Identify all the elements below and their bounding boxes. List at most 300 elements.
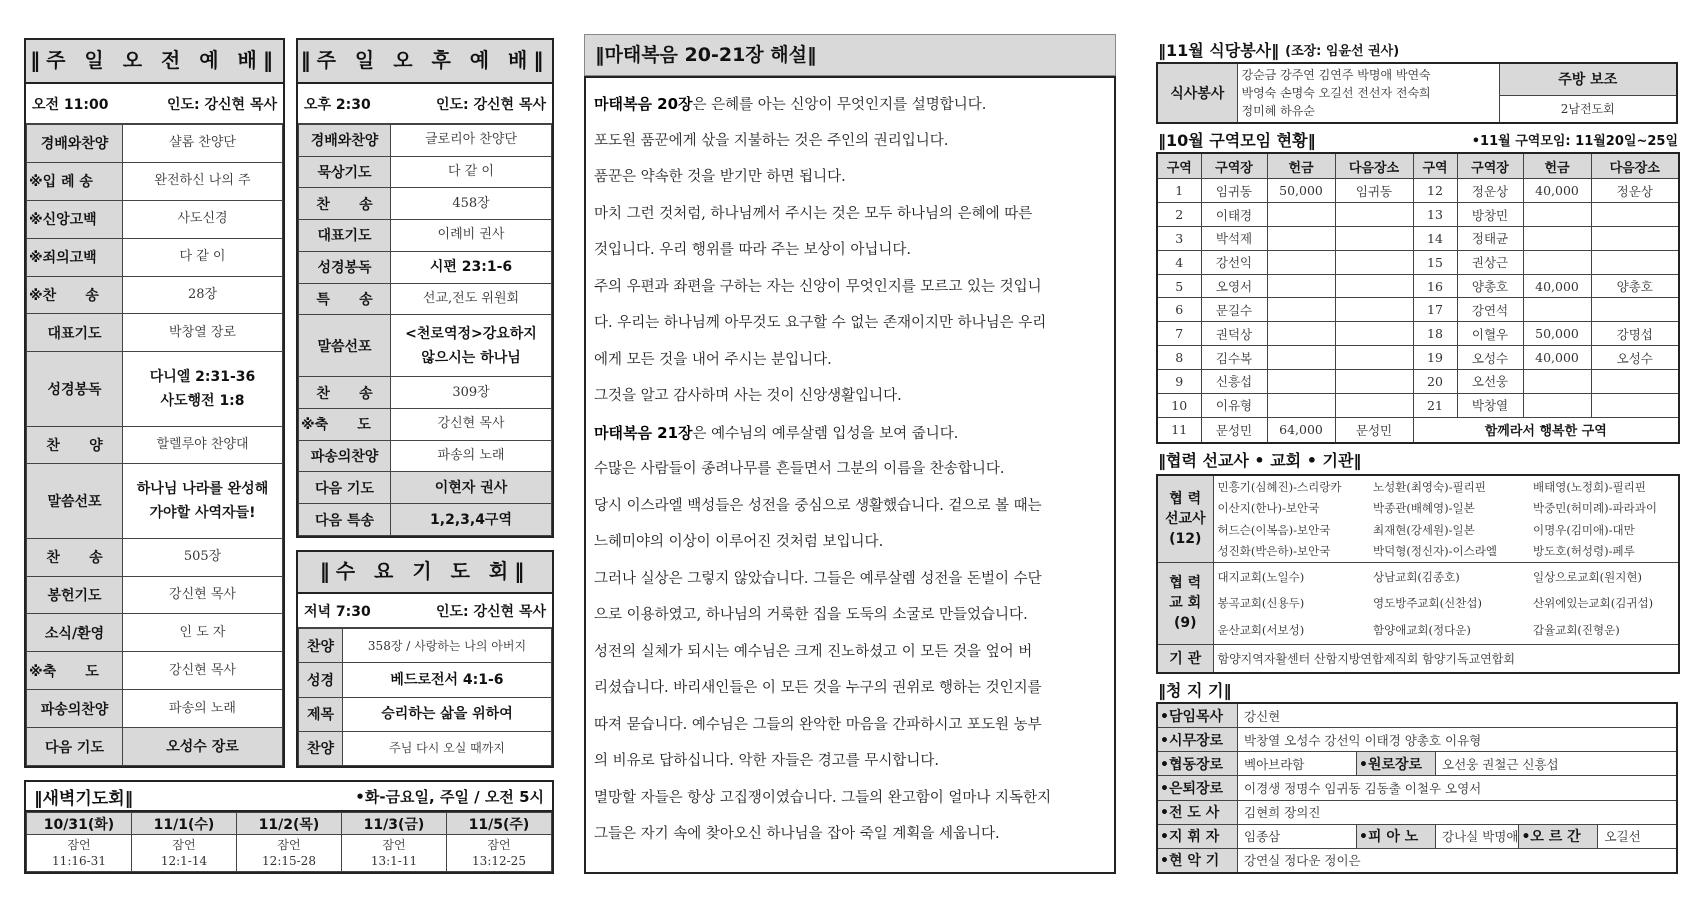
afternoon-leader: 인도: 강신현 목사	[435, 96, 546, 113]
dawn-reading	[132, 835, 237, 872]
district-leader: 이유형	[1201, 393, 1267, 417]
district-number: 1	[1157, 179, 1201, 203]
commentary-line	[594, 749, 1108, 786]
district-row	[1157, 417, 1679, 443]
afternoon-item-label: 찬 송	[299, 377, 391, 409]
district-number: 6	[1157, 298, 1201, 322]
district-number: 19	[1413, 346, 1457, 370]
wednesday-item-value: 베드로전서 4:1-6	[343, 663, 552, 697]
wednesday-item-value: 승리하는 삶을 위하여	[343, 697, 552, 731]
afternoon-row	[299, 220, 552, 252]
district-next-place: 강명섭	[1591, 322, 1679, 346]
district-leader: 양총호	[1457, 274, 1523, 298]
afternoon-item-value: 글로리아 찬양단	[391, 125, 552, 157]
district-row	[1157, 298, 1679, 322]
morning-item-label: 파송의찬양	[27, 690, 123, 728]
district-leader: 정태균	[1457, 226, 1523, 250]
steward-line	[1158, 825, 1676, 848]
afternoon-row	[299, 283, 552, 315]
district-offering	[1523, 203, 1591, 227]
district-number: 18	[1413, 322, 1457, 346]
wednesday-time: 저녁 7:30	[304, 603, 371, 620]
missionary-entry: 박덕형(정신자)-이스라엘	[1369, 541, 1529, 563]
commentary-line	[594, 457, 1108, 494]
steward-role: •시무장로	[1158, 728, 1238, 751]
commentary-text: 당시 이스라엘 백성들은 성전을 중심으로 생활했습니다. 겉으로 볼 때는	[594, 497, 1042, 514]
afternoon-item-label: 다음 특송	[299, 504, 391, 536]
afternoon-item-value: 다 같 이	[391, 156, 552, 188]
afternoon-row	[299, 472, 552, 504]
wednesday-prayer-title: ‖수 요 기 도 회‖	[298, 552, 552, 594]
steward-row	[1157, 728, 1677, 752]
steward-cell	[1157, 848, 1677, 873]
morning-row	[27, 162, 283, 200]
steward-row	[1157, 848, 1677, 873]
morning-item-value: 인 도 자	[123, 614, 283, 652]
stewards-title: ‖청 지 기‖	[1158, 681, 1232, 700]
steward-row	[1157, 752, 1677, 776]
district-next-place	[1591, 226, 1679, 250]
district-leader: 오선웅	[1457, 369, 1523, 393]
district-row	[1157, 322, 1679, 346]
morning-row	[27, 200, 283, 238]
dawn-book: 잠언	[172, 838, 196, 852]
commentary-line	[594, 530, 1108, 567]
morning-item-label: ※입 례 송	[27, 162, 123, 200]
district-offering	[1523, 250, 1591, 274]
district-leader: 강선익	[1201, 250, 1267, 274]
district-column-header: 구역장	[1457, 153, 1523, 179]
steward-line	[1158, 776, 1676, 799]
district-column-header: 헌금	[1523, 153, 1591, 179]
missionary-entry: 방도호(허성령)-페루	[1529, 541, 1679, 563]
commentary-text: 그러나 실상은 그렇지 않았습니다. 그들은 예루살렘 성전을 돈벌이 수단	[594, 570, 1042, 587]
commentary-text: 수많은 사람들이 종려나무를 흔들면서 그분의 이름을 찬송합니다.	[594, 461, 1005, 477]
district-next-place	[1335, 322, 1413, 346]
commentary-line	[594, 640, 1108, 677]
morning-service-title: ‖주 일 오 전 예 배‖	[26, 40, 283, 84]
steward-role: •오 르 간	[1518, 825, 1598, 848]
commentary-line	[594, 165, 1108, 202]
district-header	[1158, 126, 1678, 152]
morning-item-label: ※죄의고백	[27, 238, 123, 276]
district-next-place	[1591, 298, 1679, 322]
dawn-date: 10/31(화)	[27, 813, 132, 835]
wednesday-item-value: 주님 다시 오실 때까지	[343, 731, 552, 765]
afternoon-time: 오후 2:30	[304, 96, 371, 113]
district-next-place	[1335, 369, 1413, 393]
commentary-text: 은 은혜를 아는 신앙이 무엇인지를 설명합니다.	[692, 97, 987, 113]
dawn-prayer-header	[26, 782, 552, 812]
afternoon-service-info	[298, 84, 552, 124]
district-offering	[1267, 298, 1335, 322]
morning-item-value: 할렐루야 찬양대	[123, 426, 283, 464]
church-entry: 상남교회(김종호)	[1369, 563, 1529, 590]
steward-role: •담임목사	[1158, 704, 1238, 727]
afternoon-item-label: 다음 기도	[299, 472, 391, 504]
afternoon-item-label: 찬 송	[299, 188, 391, 220]
district-number: 16	[1413, 274, 1457, 298]
steward-role: •협동장로	[1158, 752, 1238, 775]
district-column-header: 다음장소	[1335, 153, 1413, 179]
afternoon-item-label: 묵상기도	[299, 156, 391, 188]
missionary-entry: 노성환(최영숙)-필리핀	[1369, 475, 1529, 498]
morning-row	[27, 125, 283, 163]
morning-item-label: 다음 기도	[27, 728, 123, 766]
afternoon-row	[299, 409, 552, 441]
afternoon-row	[299, 440, 552, 472]
missions-table-wrap	[1156, 474, 1678, 674]
steward-names: 강연실 정다운 정이은	[1244, 853, 1361, 869]
morning-row	[27, 728, 283, 766]
dawn-verse: 11:16-31	[52, 854, 106, 868]
district-number: 15	[1413, 250, 1457, 274]
district-row	[1157, 369, 1679, 393]
steward-names: 오길선	[1604, 829, 1641, 845]
steward-cell	[1157, 752, 1677, 776]
steward-role: •원로장로	[1356, 752, 1436, 775]
morning-item-label: 찬 송	[27, 538, 123, 576]
commentary-line	[594, 786, 1108, 823]
steward-cell	[1157, 776, 1677, 800]
commentary-line	[594, 421, 1108, 458]
district-number: 11	[1157, 417, 1201, 443]
church-entry: 대지교회(노일수)	[1213, 563, 1369, 590]
commentary-line	[594, 384, 1108, 421]
missionary-entry: 최재현(강세원)-일본	[1373, 522, 1475, 537]
commentary-line	[594, 348, 1108, 385]
afternoon-item-value: 파송의 노래	[391, 440, 552, 472]
steward-row	[1157, 703, 1677, 728]
morning-item-label: 소식/환영	[27, 614, 123, 652]
dawn-date: 11/2(목)	[237, 813, 342, 835]
district-next-place	[1591, 369, 1679, 393]
commentary-text: 느헤미야의 이상이 이루어진 것처럼 보입니다.	[594, 534, 884, 550]
missionary-row	[1157, 519, 1679, 540]
district-next-place: 오성수	[1591, 346, 1679, 370]
steward-row	[1157, 824, 1677, 848]
dawn-book: 잠언	[382, 838, 406, 852]
district-offering	[1267, 322, 1335, 346]
district-row	[1157, 203, 1679, 227]
commentary-line	[594, 275, 1108, 312]
district-row	[1157, 274, 1679, 298]
dawn-verse-row	[27, 835, 552, 872]
commentary-text: 멸망할 자들은 항상 고집쟁이였습니다. 그들의 완고함이 얼마나 지독한지	[594, 789, 1052, 806]
district-offering	[1267, 346, 1335, 370]
dawn-reading	[237, 835, 342, 872]
district-offering	[1523, 393, 1591, 417]
steward-line	[1158, 704, 1676, 727]
district-number: 8	[1157, 346, 1201, 370]
commentary-line	[594, 676, 1108, 713]
wednesday-info	[298, 594, 552, 628]
church-row	[1157, 590, 1679, 617]
district-number: 14	[1413, 226, 1457, 250]
district-row	[1157, 226, 1679, 250]
district-number: 12	[1413, 179, 1457, 203]
district-number: 5	[1157, 274, 1201, 298]
dawn-prayer-schedule: •화-금요일, 주일 / 오전 5시	[355, 787, 544, 806]
commentary-text: 다. 우리는 하나님께 아무것도 요구할 수 없는 존재이지만 하나님은 우리	[594, 315, 1047, 331]
morning-row	[27, 238, 283, 276]
morning-item-label: 대표기도	[27, 314, 123, 352]
afternoon-service-title: ‖주 일 오 후 예 배‖	[298, 40, 552, 84]
missions-header	[1158, 448, 1678, 472]
missionary-row	[1157, 475, 1679, 498]
district-number: 7	[1157, 322, 1201, 346]
morning-item-value: 박창열 장로	[123, 314, 283, 352]
district-leader: 박석제	[1201, 226, 1267, 250]
afternoon-order-table	[298, 124, 552, 536]
steward-role: •피 아 노	[1356, 825, 1436, 848]
commentary-chapter: 마태복음 21장	[594, 423, 693, 442]
morning-service-info	[26, 84, 283, 124]
missions-title: ‖협력 선교사 • 교회 • 기관‖	[1158, 451, 1362, 470]
commentary-text: 그들은 자기 속에 찾아오신 하나님을 잡아 죽일 계획을 세웁니다.	[594, 826, 1000, 842]
district-number: 20	[1413, 369, 1457, 393]
district-leader: 이혈우	[1457, 322, 1523, 346]
morning-item-label: ※신앙고백	[27, 200, 123, 238]
district-footer: 함께라서 행복한 구역	[1413, 417, 1679, 443]
morning-service-panel	[24, 38, 285, 768]
steward-line	[1158, 849, 1676, 872]
org-row	[1157, 644, 1679, 673]
district-number: 10	[1157, 393, 1201, 417]
org-list: 함양지역자활센터 산함지방연합제직회 함양기독교연합회	[1213, 644, 1679, 673]
morning-row	[27, 690, 283, 728]
morning-row	[27, 352, 283, 426]
morning-item-value: 28장	[123, 276, 283, 314]
church-entry: 일상으로교회(원지현)	[1529, 563, 1679, 590]
stewards-header	[1158, 678, 1678, 702]
district-table-wrap	[1156, 152, 1678, 444]
morning-item-value: 하나님 나라를 완성해 가야할 사역자들!	[123, 464, 283, 538]
afternoon-row	[299, 125, 552, 157]
afternoon-item-value: 이현자 권사	[391, 472, 552, 504]
district-leader: 방창민	[1457, 203, 1523, 227]
afternoon-item-value: 309장	[391, 377, 552, 409]
dawn-verse: 12:15-28	[262, 854, 316, 868]
morning-order-table	[26, 124, 283, 766]
commentary-line	[594, 238, 1108, 275]
missionary-entry: 민흥기(심혜진)-스리랑카	[1213, 475, 1369, 498]
dawn-reading	[27, 835, 132, 872]
afternoon-item-label: 파송의찬양	[299, 440, 391, 472]
steward-line	[1158, 752, 1676, 775]
district-offering	[1267, 393, 1335, 417]
church-row	[1157, 617, 1679, 645]
district-offering	[1523, 226, 1591, 250]
wednesday-item-label: 제목	[299, 697, 343, 731]
wednesday-order-table	[298, 628, 552, 766]
commentary-text: 포도원 품꾼에게 삯을 지불하는 것은 주인의 권리입니다.	[594, 132, 949, 149]
dawn-schedule-table	[26, 812, 552, 872]
morning-item-label: ※축 도	[27, 652, 123, 690]
district-next-place	[1335, 346, 1413, 370]
commentary-line	[594, 92, 1108, 129]
district-next-place	[1335, 298, 1413, 322]
district-next-place: 정운상	[1591, 179, 1679, 203]
afternoon-row	[299, 504, 552, 536]
church-entry: 영도방주교회(신찬섭)	[1373, 596, 1482, 611]
district-table	[1156, 152, 1680, 444]
district-number: 9	[1157, 369, 1201, 393]
district-column-header: 구역	[1157, 153, 1201, 179]
church-label: 협 력 교 회 (9)	[1157, 563, 1213, 645]
district-row	[1157, 250, 1679, 274]
missionary-entry: 박종관(배혜영)-일본	[1373, 501, 1475, 516]
district-number: 4	[1157, 250, 1201, 274]
district-row	[1157, 393, 1679, 417]
commentary-text: 은 예수님의 예루살렘 입성을 보여 줍니다.	[692, 425, 959, 442]
morning-row	[27, 614, 283, 652]
district-next-place	[1335, 393, 1413, 417]
district-next-place	[1335, 274, 1413, 298]
district-next-place: 양총호	[1591, 274, 1679, 298]
commentary-line	[594, 202, 1108, 239]
morning-time: 오전 11:00	[32, 96, 109, 113]
missions-table	[1156, 474, 1680, 674]
district-leader: 임귀동	[1201, 179, 1267, 203]
commentary-chapter: 마태복음 20장	[594, 95, 693, 113]
commentary-line	[594, 129, 1108, 166]
steward-line	[1158, 728, 1676, 751]
missionary-row	[1157, 498, 1679, 519]
church-row	[1157, 563, 1679, 590]
morning-item-value: 샬롬 찬양단	[123, 125, 283, 163]
wednesday-item-label: 성경	[299, 663, 343, 697]
steward-names: 강나실 박명애	[1442, 829, 1519, 845]
wednesday-row	[299, 697, 552, 731]
commentary-text: 것입니다. 우리 행위를 따라 주는 보상이 아닙니다.	[594, 242, 912, 258]
commentary-line	[594, 311, 1108, 348]
morning-item-value: 다 같 이	[123, 238, 283, 276]
district-leader: 박창열	[1457, 393, 1523, 417]
district-next-place	[1591, 250, 1679, 274]
district-leader: 문성민	[1201, 417, 1267, 443]
steward-role: •은퇴장로	[1158, 776, 1238, 799]
afternoon-item-value: <천로역정>강요하지 않으시는 하나님	[391, 315, 552, 377]
cafeteria-members: 강순금 강주연 김연주 박명애 박연숙 박영숙 손명숙 오길선 전선자 전숙희 정미혜 하유순	[1237, 63, 1499, 123]
wednesday-row	[299, 629, 552, 663]
church-entry: 운산교회(서보성)	[1213, 617, 1369, 645]
dawn-verse: 12:1-14	[160, 854, 208, 868]
morning-item-value: 오성수 장로	[123, 728, 283, 766]
wednesday-row	[299, 663, 552, 697]
district-next-place: 임귀동	[1335, 179, 1413, 203]
cafeteria-table-wrap	[1156, 62, 1678, 124]
morning-row	[27, 538, 283, 576]
morning-item-value: 강신현 목사	[123, 652, 283, 690]
district-offering	[1267, 369, 1335, 393]
wednesday-leader: 인도: 강신현 목사	[435, 603, 546, 620]
missionary-entry: 이산지(한나)-보안국	[1213, 498, 1369, 519]
morning-row	[27, 576, 283, 614]
dawn-verse: 13:12-25	[472, 854, 526, 868]
morning-item-value: 505장	[123, 538, 283, 576]
afternoon-row	[299, 188, 552, 220]
district-offering: 50,000	[1267, 179, 1335, 203]
steward-line	[1158, 801, 1676, 824]
afternoon-item-label: 성경봉독	[299, 251, 391, 283]
cafeteria-label: 식사봉사	[1157, 63, 1237, 123]
dawn-reading	[342, 835, 447, 872]
morning-item-label: ※찬 송	[27, 276, 123, 314]
morning-row	[27, 652, 283, 690]
steward-names: 박창열 오성수 강선익 이태경 양총호 이유형	[1244, 732, 1482, 748]
district-leader: 권상근	[1457, 250, 1523, 274]
missionary-entry: 박중민(허미례)-파라과이	[1533, 501, 1657, 516]
district-leader: 오성수	[1457, 346, 1523, 370]
commentary-line	[594, 567, 1108, 604]
district-offering: 40,000	[1523, 274, 1591, 298]
district-leader: 이태경	[1201, 203, 1267, 227]
steward-row	[1157, 776, 1677, 800]
afternoon-row	[299, 156, 552, 188]
church-entry: 함양애교회(정다운)	[1369, 617, 1529, 645]
afternoon-item-label: 특 송	[299, 283, 391, 315]
district-offering	[1267, 274, 1335, 298]
commentary-text: 리셨습니다. 바리새인들은 이 모든 것을 누구의 권위로 행하는 것인지를	[594, 680, 1042, 696]
dawn-verse: 13:1-11	[370, 854, 418, 868]
district-offering	[1267, 203, 1335, 227]
district-leader: 김수복	[1201, 346, 1267, 370]
district-number: 2	[1157, 203, 1201, 227]
steward-names: 김현희 장의진	[1244, 805, 1321, 821]
morning-item-label: 성경봉독	[27, 352, 123, 426]
morning-item-value: 다니엘 2:31-36 사도행전 1:8	[123, 352, 283, 426]
morning-item-label: 찬 양	[27, 426, 123, 464]
cafeteria-leader: (조장: 임윤선 권사)	[1285, 43, 1400, 59]
district-offering: 40,000	[1523, 346, 1591, 370]
afternoon-item-value: 1,2,3,4구역	[391, 504, 552, 536]
morning-row	[27, 314, 283, 352]
morning-row	[27, 276, 283, 314]
church-entry: 갑율교회(진형운)	[1529, 617, 1679, 645]
commentary-text: 따져 묻습니다. 예수님은 그들의 완악한 마음을 간파하시고 포도원 농부	[594, 716, 1042, 733]
dawn-book: 잠언	[487, 838, 511, 852]
dawn-book: 잠언	[67, 838, 91, 852]
district-column-header: 다음장소	[1591, 153, 1679, 179]
morning-item-label: 봉헌기도	[27, 576, 123, 614]
dawn-date-row	[27, 813, 552, 835]
wednesday-prayer-panel	[296, 550, 554, 768]
steward-row	[1157, 800, 1677, 824]
morning-item-value: 사도신경	[123, 200, 283, 238]
district-offering: 50,000	[1523, 322, 1591, 346]
district-column-header: 구역장	[1201, 153, 1267, 179]
district-next-place	[1591, 203, 1679, 227]
dawn-date: 11/5(주)	[447, 813, 552, 835]
missionary-label: 협 력 선교사 (12)	[1157, 475, 1213, 563]
steward-names: 임종삼	[1244, 829, 1281, 845]
dawn-prayer-title: ‖새벽기도회‖	[34, 788, 134, 809]
afternoon-item-value: 이례비 권사	[391, 220, 552, 252]
afternoon-service-panel	[296, 38, 554, 538]
district-number: 17	[1413, 298, 1457, 322]
district-number: 3	[1157, 226, 1201, 250]
morning-item-value: 강신현 목사	[123, 576, 283, 614]
district-next-place	[1335, 250, 1413, 274]
missionary-entry: 성진화(박은하)-보안국	[1213, 541, 1369, 563]
district-offering	[1267, 226, 1335, 250]
district-offering	[1523, 298, 1591, 322]
morning-leader: 인도: 강신현 목사	[166, 96, 277, 113]
afternoon-item-label: 대표기도	[299, 220, 391, 252]
district-leader: 강연석	[1457, 298, 1523, 322]
district-column-header: 구역	[1413, 153, 1457, 179]
